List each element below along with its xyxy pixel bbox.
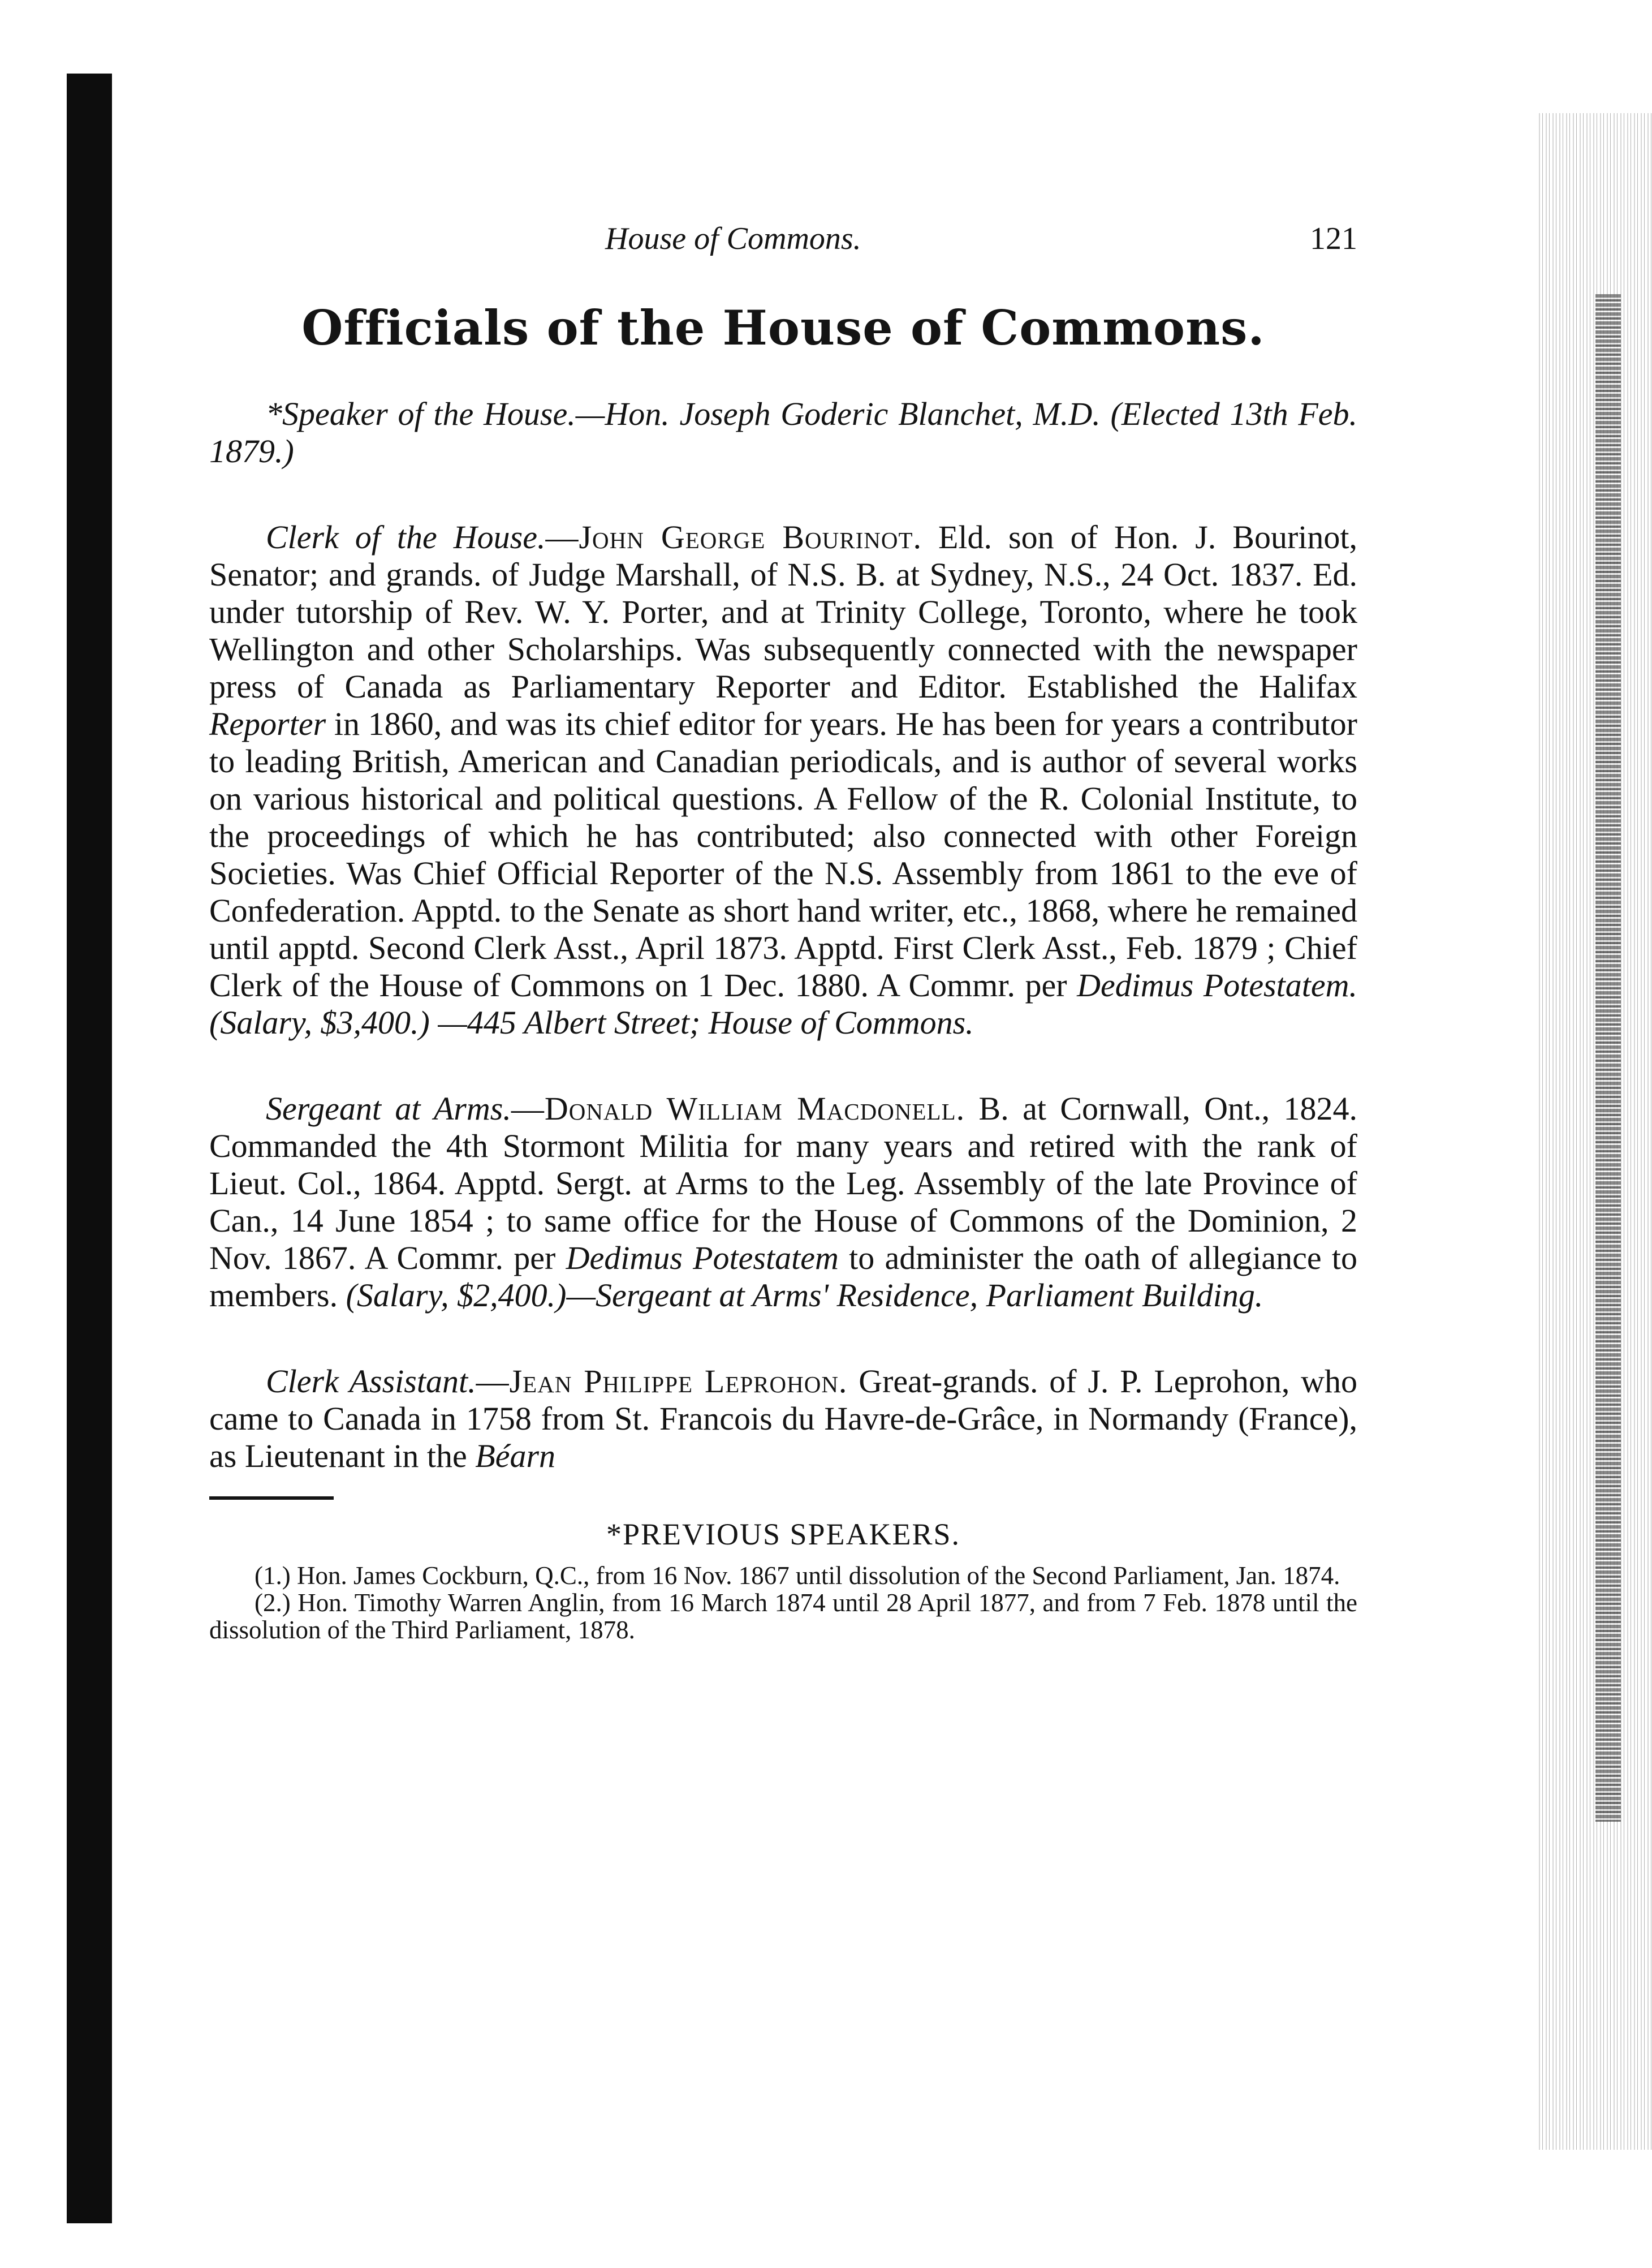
clerk-role: Clerk of the House. bbox=[266, 519, 546, 556]
clerk-entry bbox=[209, 519, 1357, 1042]
clerk-text-1: Eld. son of Hon. J. Bourinot, Senator; and grands. of Judge Marshall, of N.S. B. at Sydney, N.S., 24 Oct. 1837. Ed. under tutorship of Rev. W. Y. Porter, and at Trinity College, Toronto, where he took Wellington and other Scholarships. Was subsequently connected with the newspaper press of Canada as Parliamentary Reporter and Editor. Established the Halifax bbox=[209, 519, 1358, 705]
clerk-assistant-entry bbox=[209, 1363, 1357, 1475]
clerk-name: —John George Bourinot. bbox=[545, 519, 922, 556]
clerk-reporter: Reporter bbox=[209, 705, 326, 742]
sergeant-salary: (Salary, $2,400.) bbox=[346, 1277, 567, 1314]
footnote-rule bbox=[209, 1496, 334, 1500]
sergeant-role: Sergeant at Arms. bbox=[266, 1090, 511, 1127]
sergeant-residence: —Sergeant at Arms' Residence, Parliament Building. bbox=[566, 1277, 1263, 1314]
running-head-title: House of Commons. bbox=[605, 221, 861, 256]
book-spine-shadow bbox=[67, 74, 112, 2223]
section-heading: Officials of the House of Commons. bbox=[301, 300, 1265, 356]
clerk-assistant-role: Clerk Assistant. bbox=[266, 1363, 476, 1400]
clerk-address: —445 Albert Street; House of Commons. bbox=[438, 1004, 974, 1041]
page-edge-strip bbox=[1595, 294, 1621, 1822]
clerk-assistant-text: Great-grands. of J. P. Leprohon, who came to Canada in 1758 from St. Francois du Havre-de-Grâce, in Normandy (France), as Lieutenant in the bbox=[209, 1363, 1357, 1474]
footnote-item: (2.) Hon. Timothy Warren Anglin, from 16 March 1874 until 28 April 1877, and from 7 Feb. 1878 until the dissolution of the Third Parliament, 1878. bbox=[209, 1589, 1357, 1644]
page-content bbox=[209, 215, 1357, 1643]
clerk-text-2: in 1860, and was its chief editor for years. He has been for years a contributor to leading British, American and Canadian periodicals, and is author of several works on various historical and political questions. A Fellow of the R. Colonial Institute, to the proceedings of which he has contributed; also connected with other Foreign Societies. Was Chief Official Reporter of the N.S. Assembly from 1861 to the eve of Confederation. Apptd. to the Senate as short hand writer, etc., 1868, where he remained until apptd. Second Clerk Asst., April 1873. Apptd. First Clerk Asst., Feb. 1879 ; Chief Clerk of the House of Commons on 1 Dec. 1880. A Commr. per bbox=[209, 705, 1357, 1004]
running-head bbox=[209, 215, 1357, 277]
speaker-name: —Hon. Joseph Goderic Blanchet, M.D. bbox=[575, 395, 1101, 432]
speaker-entry bbox=[209, 395, 1357, 470]
sergeant-text-1: B. at Cornwall, Ont., 1824. Commanded the 4th Stormont Militia for many years and retired with the rank of Lieut. Col., 1864. Apptd. Sergt. at Arms to the Leg. Assembly of the late Province of Can., 14 June 1854 ; to same office for the House of Commons of the Dominion, 2 Nov. 1867. A Commr. per bbox=[209, 1090, 1357, 1276]
clerk-assistant-name: —Jean Philippe Leprohon. bbox=[476, 1363, 848, 1400]
clerk-dedimus: Dedimus Potestatem. bbox=[1077, 967, 1357, 1004]
page-number: 121 bbox=[1310, 221, 1357, 256]
clerk-assistant-bearn: Béarn bbox=[475, 1438, 556, 1474]
clerk-salary: (Salary, $3,400.) bbox=[209, 1004, 430, 1041]
page-edge-scan bbox=[1536, 113, 1652, 2150]
previous-speakers-heading: *PREVIOUS SPEAKERS. bbox=[606, 1517, 961, 1551]
sergeant-text-2: to administer the oath of allegiance to members. bbox=[209, 1240, 1357, 1314]
sergeant-dedimus: Dedimus Potestatem bbox=[566, 1240, 839, 1276]
footnote-item: (1.) Hon. James Cockburn, Q.C., from 16 Nov. 1867 until dissolution of the Second Parliament, Jan. 1874. bbox=[255, 1561, 1340, 1590]
sergeant-entry bbox=[209, 1090, 1357, 1314]
sergeant-name: —Donald William Macdonell. bbox=[511, 1090, 965, 1127]
speaker-role: *Speaker of the House. bbox=[266, 395, 576, 432]
speaker-elected: (Elected 13th Feb. 1879.) bbox=[209, 395, 1358, 470]
